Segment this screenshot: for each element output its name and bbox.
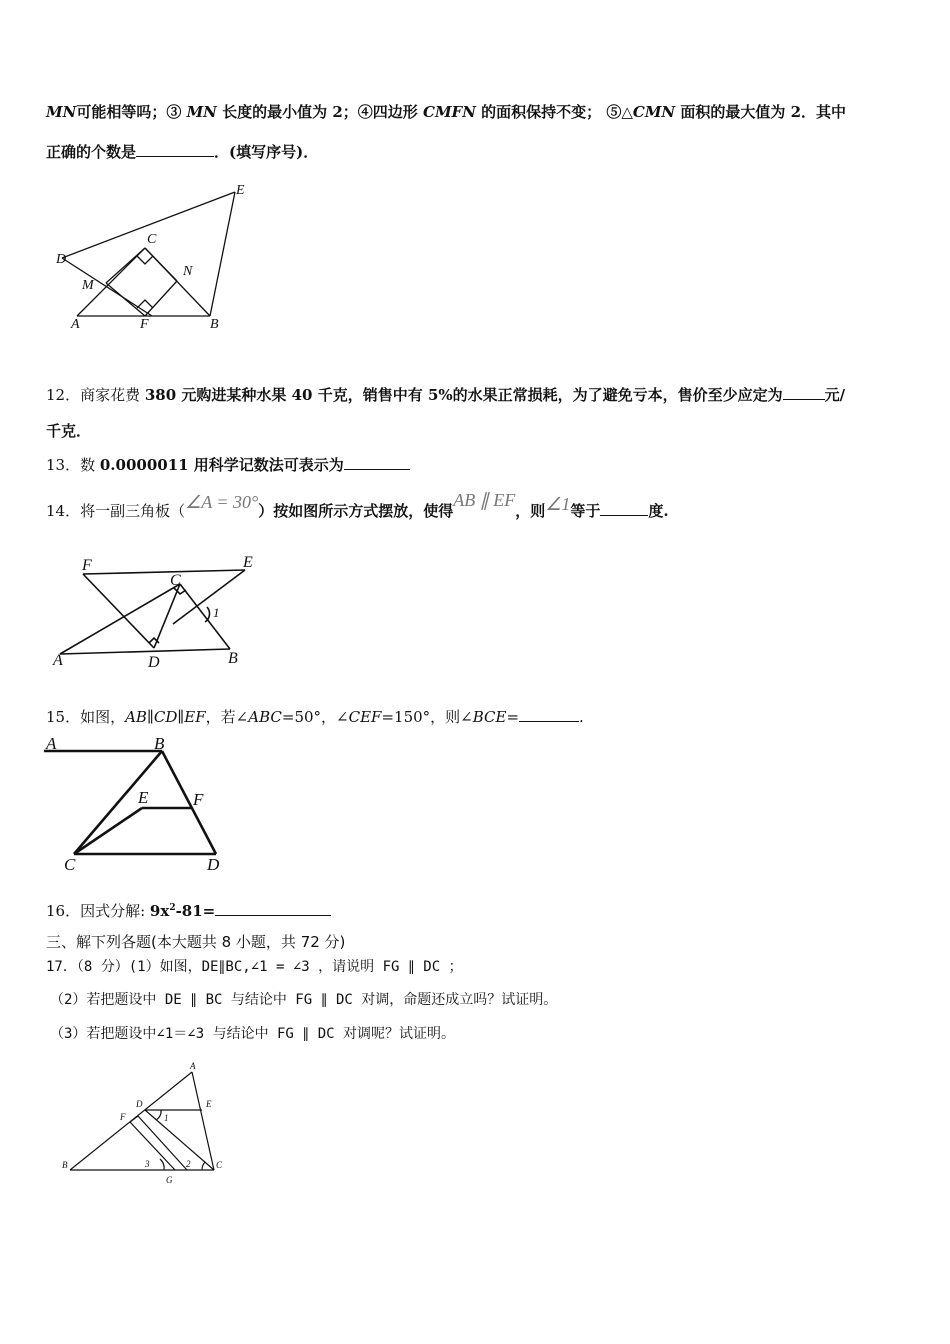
text: 380 xyxy=(144,386,177,404)
text: 的面积保持不变； ⑤△ xyxy=(475,103,633,121)
text: 度. xyxy=(648,502,669,520)
label: F xyxy=(82,557,92,574)
q14-figure xyxy=(50,552,270,677)
q14-line xyxy=(46,490,669,521)
text: ，则 xyxy=(515,502,546,520)
label: A xyxy=(46,734,57,753)
text: -81= xyxy=(175,902,216,920)
text: ABC xyxy=(248,708,282,726)
text: 40 xyxy=(291,386,313,404)
label: G xyxy=(166,1175,173,1185)
text: =150°，则∠ xyxy=(381,708,473,726)
formula: ∠A = 30° xyxy=(185,492,259,512)
text: CEF xyxy=(348,708,382,726)
q11-line2 xyxy=(46,140,318,162)
text: . xyxy=(579,708,584,726)
text: 5% xyxy=(427,386,453,404)
q17-line2: （2）若把题设中 DE ∥ BC 与结论中 FG ∥ DC 对调，命题还成立吗？试证明。 xyxy=(50,992,558,1008)
answer-blank[interactable] xyxy=(600,499,648,516)
label: D xyxy=(207,855,220,874)
edge-eb xyxy=(210,192,235,316)
text: AB∥CD∥EF xyxy=(125,708,206,726)
text: 长度的最小值为 2；④四边形 xyxy=(216,103,423,121)
answer-blank[interactable] xyxy=(344,453,410,470)
text: 可能相等吗；③ xyxy=(76,103,187,121)
q11-line1 xyxy=(46,102,846,122)
q17-figure xyxy=(60,1060,240,1185)
q17-line1: 17．（8 分）(1）如图，DE∥BC,∠1 = ∠3 ，请说明 FG ∥ DC ； xyxy=(46,959,463,975)
superscript: 2 xyxy=(169,903,176,913)
label: C xyxy=(170,572,181,589)
formula: ∠1 xyxy=(545,494,571,514)
text: ）按如图所示方式摆放，使得 xyxy=(258,502,454,520)
label: 1 xyxy=(213,605,220,620)
text: 用科学记数法可表示为 xyxy=(188,456,344,474)
q16-line xyxy=(46,898,331,921)
label: F xyxy=(193,790,204,809)
q12-line1 xyxy=(46,383,845,405)
text: BCE xyxy=(472,708,507,726)
label: B xyxy=(62,1160,68,1170)
text: 13．数 xyxy=(46,456,100,474)
q17-line3: （3）若把题设中∠1＝∠3 与结论中 FG ∥ DC 对调呢？试证明。 xyxy=(50,1026,456,1042)
text-mn: MN xyxy=(46,103,77,121)
text: 12．商家花费 xyxy=(46,386,145,404)
text: ．(填写序号)． xyxy=(214,143,319,161)
label: A xyxy=(190,1061,196,1071)
text: 16．因式分解: xyxy=(46,902,150,920)
label: B xyxy=(154,734,165,753)
label: F xyxy=(120,1112,126,1122)
label: E xyxy=(138,788,149,807)
label: D xyxy=(136,1099,143,1109)
label: E xyxy=(243,554,253,571)
label: 3 xyxy=(145,1159,150,1169)
answer-blank[interactable] xyxy=(136,140,214,157)
text-cmfn: CMFN xyxy=(423,103,476,121)
text: 0.0000011 xyxy=(99,456,189,474)
text-cmn: CMN xyxy=(632,103,676,121)
answer-blank[interactable] xyxy=(215,899,331,916)
label: B xyxy=(210,317,219,332)
answer-blank[interactable] xyxy=(519,705,579,722)
text: = xyxy=(506,708,520,726)
text: 千克，销售中有 xyxy=(312,386,428,404)
q11-figure xyxy=(50,180,250,330)
q15-figure xyxy=(44,733,244,873)
text: 元购进某种水果 xyxy=(176,386,292,404)
label: 2 xyxy=(186,1159,191,1169)
label: A xyxy=(71,317,80,332)
label: N xyxy=(183,264,193,279)
q13-line xyxy=(46,453,410,475)
text: ，若∠ xyxy=(205,708,249,726)
label: C xyxy=(147,232,157,247)
label: C xyxy=(64,855,76,874)
label: E xyxy=(236,183,245,198)
label: E xyxy=(206,1099,212,1109)
text: 14．将一副三角板（ xyxy=(46,502,186,520)
answer-blank[interactable] xyxy=(783,383,825,400)
text: 元/ xyxy=(824,386,846,404)
formula: AB ∥ EF xyxy=(453,490,516,510)
q12-line2: 千克． xyxy=(46,422,92,440)
text: =50°，∠ xyxy=(281,708,349,726)
section-heading: 三、解下列各题(本大题共 8 小题，共 72 分) xyxy=(46,933,346,951)
label: D xyxy=(148,654,160,671)
text: 15．如图， xyxy=(46,708,126,726)
label: D xyxy=(56,252,67,267)
label: C xyxy=(216,1160,223,1170)
label: 1 xyxy=(164,1113,169,1123)
text: 正确的个数是 xyxy=(46,143,137,161)
q15-line xyxy=(46,705,584,727)
label: M xyxy=(82,278,94,293)
label: A xyxy=(53,652,63,669)
label: F xyxy=(140,317,149,332)
text-mn: MN xyxy=(186,103,217,121)
label: B xyxy=(228,650,238,667)
text: 面积的最大值为 2．其中 xyxy=(675,103,847,121)
text: 的水果正常损耗，为了避免亏本，售价至少应定为 xyxy=(452,386,783,404)
text: 9x xyxy=(149,902,170,920)
text: 等于 xyxy=(570,502,601,520)
